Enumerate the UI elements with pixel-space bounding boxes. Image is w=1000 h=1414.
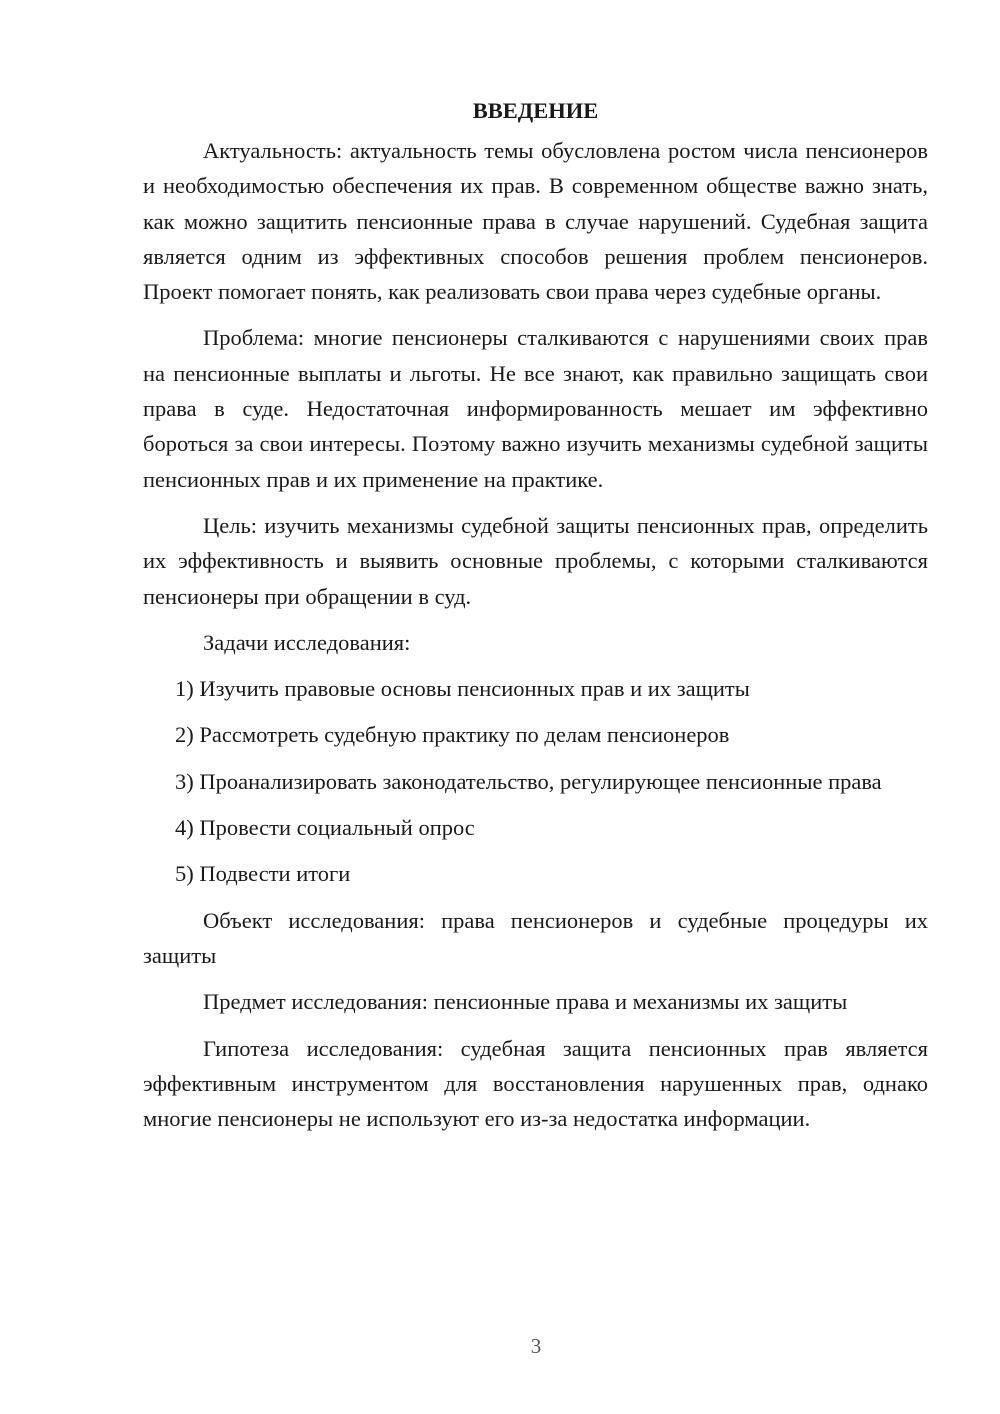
goal-paragraph: Цель: изучить механизмы судебной защиты пенсионных прав, определить их эффективность и выявить основные проблемы, с которыми сталкиваются пенсионеры при обращении в суд. xyxy=(143,512,928,609)
page-number: 3 xyxy=(530,1334,542,1358)
task-item: 5) Подвести итоги xyxy=(175,861,351,887)
problem-paragraph: Проблема: многие пенсионеры сталкиваются с нарушениями своих прав на пенсионные выплаты и льготы. Не все знают, как правильно защищать свои права в суде. Недостаточная информированность мешает им эффективно бороться за свои интересы. Поэтому важно изучить механизмы судебной защиты пенсионных прав и их применение на практике. xyxy=(143,325,928,492)
page-content xyxy=(143,96,928,1147)
relevance-paragraph: Актуальность: актуальность темы обусловлена ростом числа пенсионеров и необходимостью обеспечения их прав. В современном обществе важно знать, как можно защитить пенсионные права в случае нарушений. Судебная защита является одним из эффективных способов решения проблем пенсионеров. Проект помогает понять, как реализовать свои права через судебные органы. xyxy=(143,138,928,305)
subject-paragraph: Предмет исследования: пенсионные права и механизмы их защиты xyxy=(203,989,848,1015)
section-title: ВВЕДЕНИЕ xyxy=(472,98,599,123)
task-item: 2) Рассмотреть судебную практику по делам пенсионеров xyxy=(175,722,730,748)
task-item: 3) Проанализировать законодательство, регулирующее пенсионные права xyxy=(175,768,882,794)
object-paragraph: Объект исследования: права пенсионеров и судебные процедуры их защиты xyxy=(143,907,928,968)
task-item: 4) Провести социальный опрос xyxy=(175,815,475,841)
task-item: 1) Изучить правовые основы пенсионных прав и их защиты xyxy=(175,676,750,702)
hypothesis-paragraph: Гипотеза исследования: судебная защита пенсионных прав является эффективным инструментом для восстановления нарушенных прав, однако многие пенсионеры не используют его из-за недостатка информации. xyxy=(143,1035,928,1132)
tasks-heading: Задачи исследования: xyxy=(203,629,411,655)
